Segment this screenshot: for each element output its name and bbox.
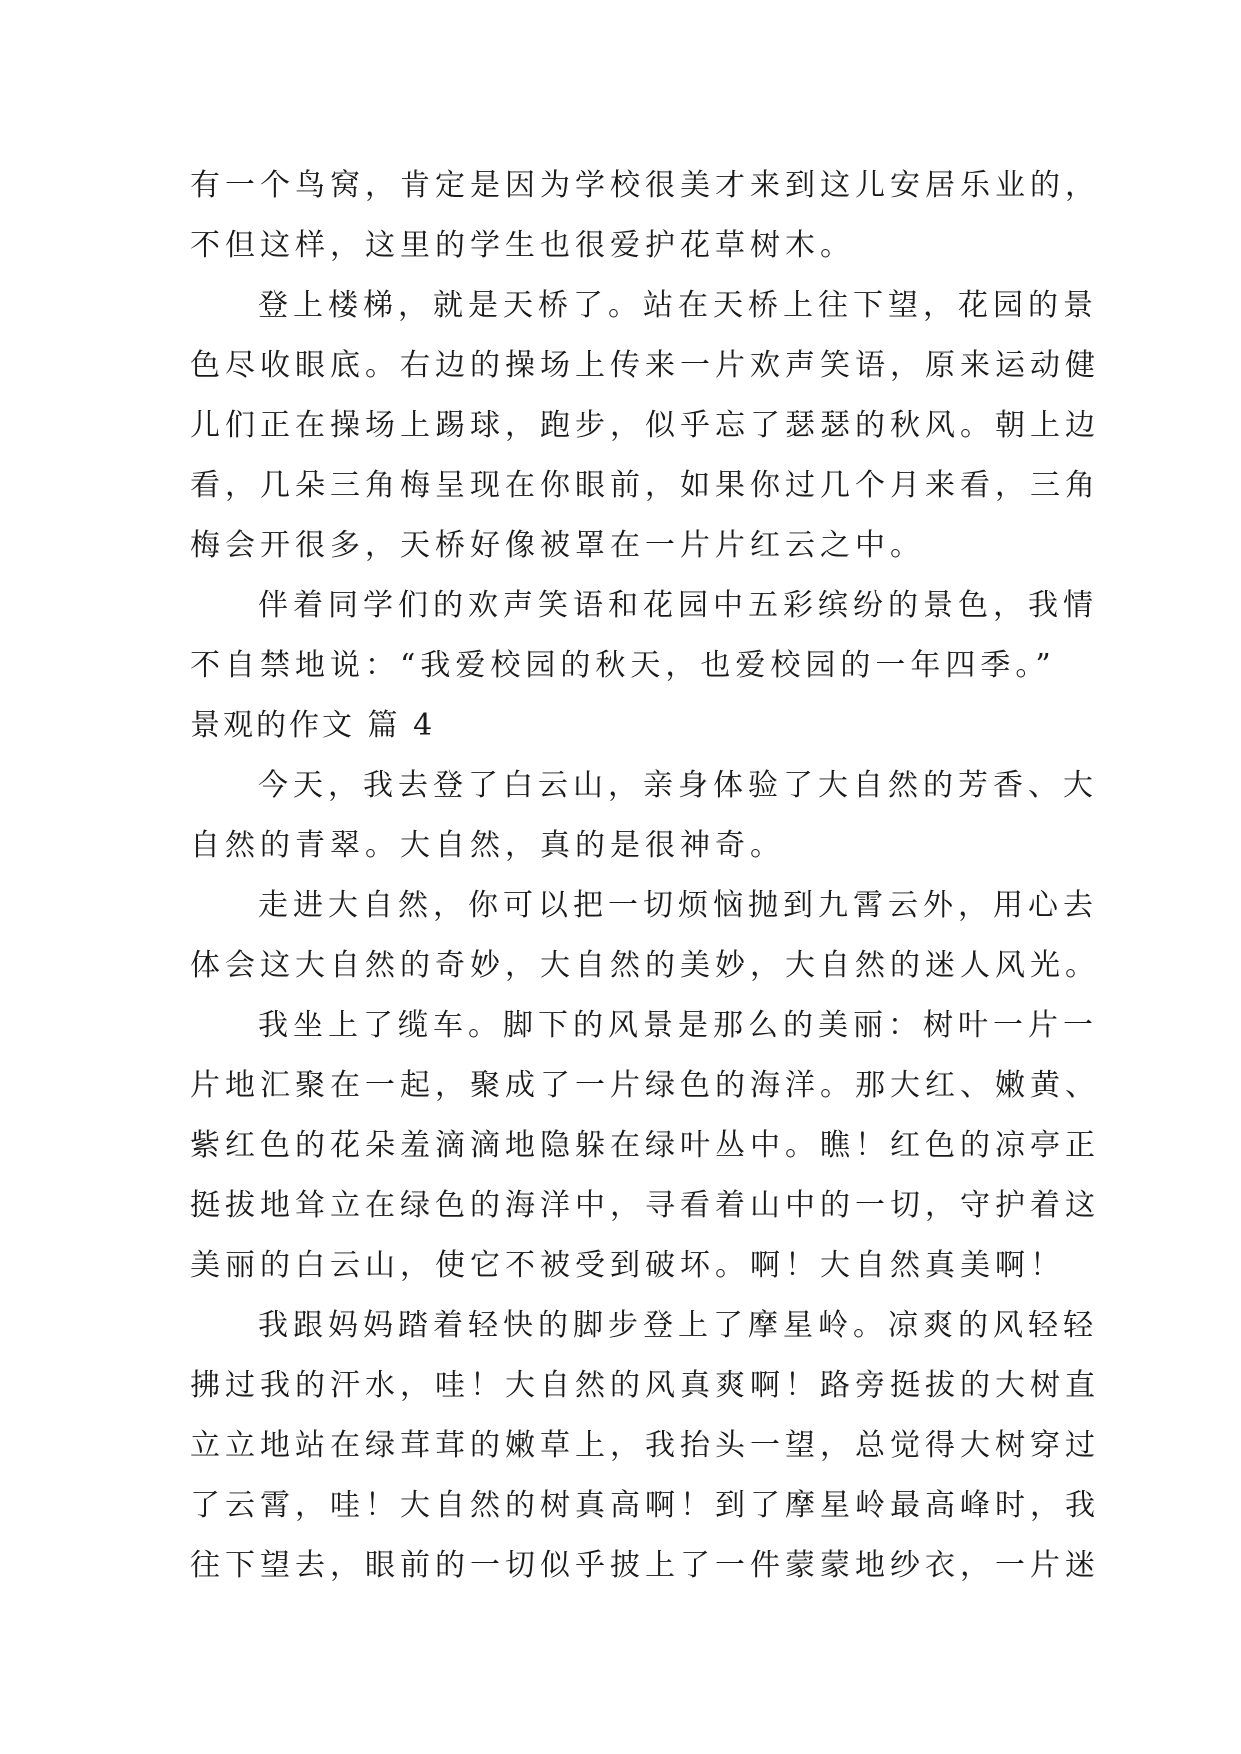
text-line: 走进大自然，你可以把一切烦恼抛到九霄云外，用心去: [258, 888, 1098, 923]
text-line: 紫红色的花朵羞滴滴地隐躲在绿叶丛中。瞧！红色的凉亭正: [190, 1128, 1100, 1163]
text-line: 不自禁地说：“我爱校园的秋天，也爱校园的一年四季。”: [190, 648, 1056, 683]
text-line: 看，几朵三角梅呈现在你眼前，如果你过几个月来看，三角: [190, 468, 1100, 503]
text-line: 今天，我去登了白云山，亲身体验了大自然的芳香、大: [258, 768, 1098, 803]
text-line: 挺拔地耸立在绿色的海洋中，寻看着山中的一切，守护着这: [190, 1188, 1100, 1223]
text-line: 我跟妈妈踏着轻快的脚步登上了摩星岭。凉爽的风轻轻: [258, 1308, 1098, 1343]
text-line: 梅会开很多，天桥好像被罩在一片片红云之中。: [190, 528, 925, 563]
text-line: 自然的青翠。大自然，真的是很神奇。: [190, 828, 785, 863]
text-line: 有一个鸟窝，肯定是因为学校很美才来到这儿安居乐业的，: [190, 168, 1100, 203]
text-line: 往下望去，眼前的一切似乎披上了一件蒙蒙地纱衣，一片迷: [190, 1548, 1100, 1583]
document-body: [190, 156, 1100, 1596]
text-line: 体会这大自然的奇妙，大自然的美妙，大自然的迷人风光。: [190, 948, 1100, 983]
text-line: 不但这样，这里的学生也很爱护花草树木。: [190, 228, 855, 263]
text-line: 色尽收眼底。右边的操场上传来一片欢声笑语，原来运动健: [190, 348, 1100, 383]
section-heading: 景观的作文 篇 4: [190, 708, 436, 743]
text-line: 了云霄，哇！大自然的树真高啊！到了摩星岭最高峰时，我: [190, 1488, 1100, 1523]
text-line: 美丽的白云山，使它不被受到破坏。啊！大自然真美啊！: [190, 1248, 1065, 1283]
text-line: 登上楼梯，就是天桥了。站在天桥上往下望，花园的景: [258, 288, 1098, 323]
text-line: 片地汇聚在一起，聚成了一片绿色的海洋。那大红、嫩黄、: [190, 1068, 1100, 1103]
text-line: 立立地站在绿茸茸的嫩草上，我抬头一望，总觉得大树穿过: [190, 1428, 1100, 1463]
text-line: 我坐上了缆车。脚下的风景是那么的美丽：树叶一片一: [258, 1008, 1098, 1043]
text-line: 拂过我的汗水，哇！大自然的风真爽啊！路旁挺拔的大树直: [190, 1368, 1100, 1403]
text-line: 伴着同学们的欢声笑语和花园中五彩缤纷的景色，我情: [258, 588, 1098, 623]
text-line: 儿们正在操场上踢球，跑步，似乎忘了瑟瑟的秋风。朝上边: [190, 408, 1100, 443]
